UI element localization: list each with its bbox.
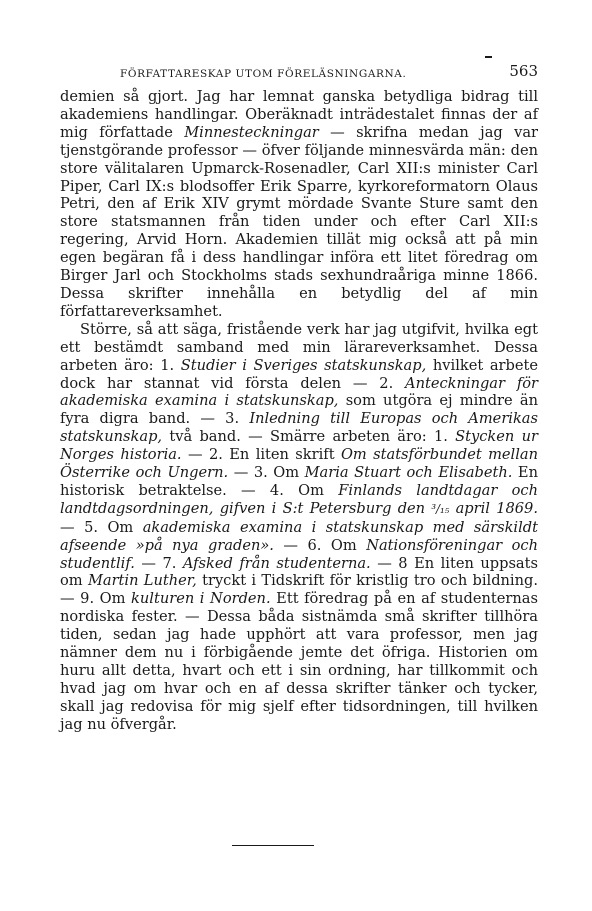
book-page bbox=[60, 62, 538, 734]
running-head bbox=[60, 62, 538, 84]
text-run: två band. — Smärre arbeten äro: 1. bbox=[162, 428, 456, 446]
page-number: 563 bbox=[509, 62, 538, 80]
italic-title: Anteckningar för akademiska examina i statskunskap, bbox=[60, 374, 538, 410]
italic-title: Martin Luther, bbox=[87, 572, 197, 590]
italic-title: Nationsföreningar och studentlif. bbox=[60, 536, 538, 572]
text-run: — skrifna medan jag var tjenstgörande professor — öfver följande minnesvärda män: den store välitalaren Upmarck-Rosenadler, Carl XII:s minister Carl Piper, Carl IX:s blodsoffer Erik Sparre, kyrkoreformatorn Olaus Petri, den af Erik XIV grymt mördade Svante Sture samt den store statsmannen från tiden under och efter Carl XII:s regering, Arvid Horn. Akademien tillät mig också att på min egen begäran få i dess handlingar införa ett litet föredrag om Birger Jarl och Stockholms stads sexhundraåriga minne 1866. Dessa skrifter innehålla en betydlig del af min författareverksamhet. bbox=[60, 123, 539, 320]
italic-title: kulturen i Norden. bbox=[131, 590, 271, 608]
italic-title: Om statsförbundet mellan Österrike och Ungern. bbox=[60, 446, 538, 482]
italic-title: Stycken ur Norges historia. bbox=[60, 428, 538, 464]
printer-mark bbox=[485, 56, 492, 58]
section-end-rule bbox=[232, 845, 314, 846]
italic-title: Minnesteckningar bbox=[184, 123, 319, 141]
text-run: — 7. bbox=[134, 554, 183, 572]
italic-title: april 1869. bbox=[455, 499, 538, 517]
paragraph-2 bbox=[60, 321, 538, 734]
paragraph-1 bbox=[60, 88, 538, 321]
text-run: — 8 En liten uppsats om bbox=[60, 554, 538, 590]
italic-title: akademiska examina i statskunskap med särskildt afseende »på nya graden». bbox=[60, 518, 538, 554]
italic-title: Afsked från studenterna. bbox=[182, 554, 371, 572]
text-run: — 2. En liten skrift bbox=[181, 446, 341, 464]
text-run: — 6. Om bbox=[273, 536, 367, 554]
text-run: demien så gjort. Jag har lemnat ganska betydliga bidrag till akademiens handlingar. Oberäknadt inträdestalet finnas der af mig författade bbox=[60, 88, 538, 141]
text-run: En historisk betraktelse. — 4. Om bbox=[60, 464, 538, 499]
text-run: hvilket arbete dock har stannat vid första delen — 2. bbox=[60, 356, 538, 392]
italic-title: Inledning till Europas och Amerikas statskunskap, bbox=[60, 410, 538, 446]
italic-title: Studier i Sveriges statskunskap, bbox=[180, 356, 427, 374]
text-run: tryckt i Tidskrift för kristlig tro och bildning. — 9. Om bbox=[60, 572, 538, 608]
running-head-title: FÖRFATTARESKAP UTOM FÖRELÄSNINGARNA. bbox=[120, 68, 407, 80]
italic-title: Maria Stuart och Elisabeth. bbox=[304, 464, 513, 482]
text-run: Större, så att säga, fristående verk har jag utgifvit, hvilka egt ett bestämdt samband med min lärareverksamhet. Dessa arbeten äro: 1. bbox=[60, 320, 538, 374]
text-run: — 5. Om bbox=[60, 518, 143, 536]
text-run: Ett föredrag på en af studenternas nordiska fester. — Dessa båda sistnämda små skrifter tillhöra tiden, sedan jag hade upphört att vara professor, men jag nämner dem nu i förbigående jemte det öfriga. Historien om huru allt detta, hvart och ett i sin ordning, har tillkommit och hvad jag om hvar och en af dessa skrifter tänker och tycker, skall jag redovisa för mig sjelf efter tidsordningen, till hvilken jag nu öfvergår. bbox=[60, 590, 538, 733]
date-fraction: ³/₁₅ bbox=[431, 501, 450, 516]
text-run: — 3. Om bbox=[228, 464, 305, 482]
italic-title: Finlands landtdagar och landtdagsordningen, gifven i S:t Petersburg den bbox=[60, 481, 538, 517]
body-text bbox=[60, 88, 538, 734]
text-run: som utgöra ej mindre än fyra digra band. — 3. bbox=[60, 392, 539, 428]
